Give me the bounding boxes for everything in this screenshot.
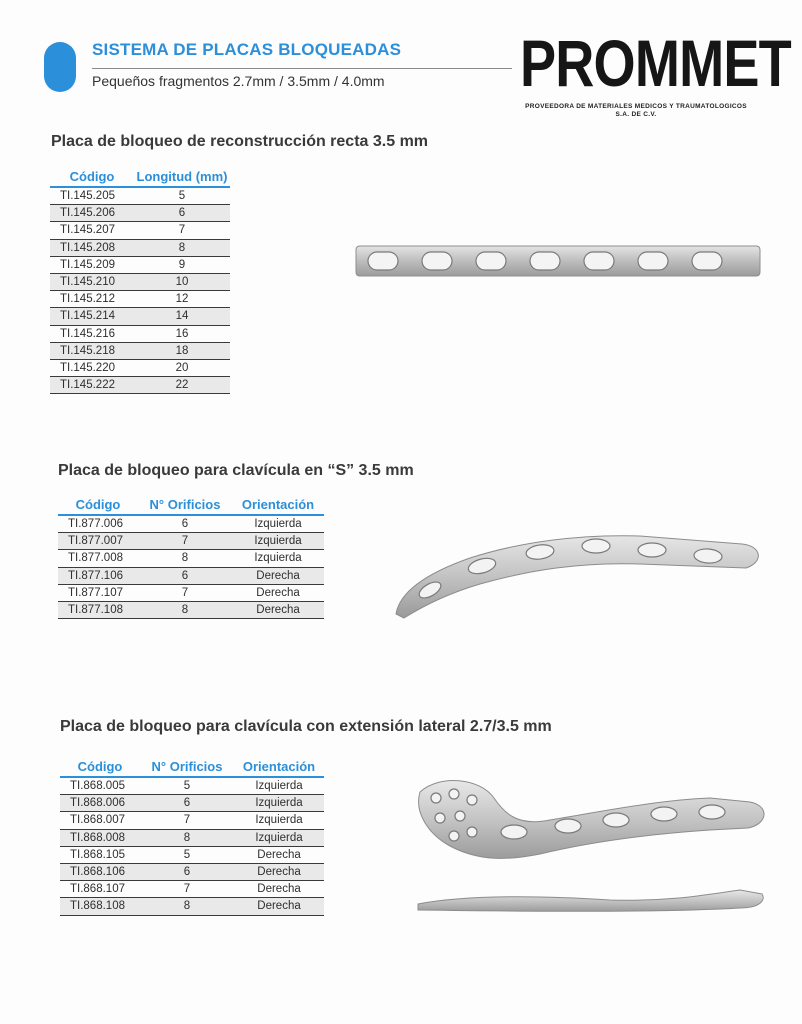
holes-cell: 8 <box>140 829 234 846</box>
length-cell: 5 <box>134 187 230 205</box>
orientation-cell: Izquierda <box>234 812 324 829</box>
holes-cell: 6 <box>140 863 234 880</box>
holes-cell: 7 <box>140 881 234 898</box>
section-title-reconstruction: Placa de bloqueo de reconstrucción recta 3.5 mm <box>51 133 429 150</box>
brand-tagline-line1: PROVEEDORA DE MATERIALES MEDICOS Y TRAUMATOLOGICOS <box>525 103 747 110</box>
header-divider <box>92 68 512 69</box>
product-code-cell: TI.877.006 <box>58 515 138 533</box>
table-row <box>50 222 230 239</box>
table-row <box>60 898 324 915</box>
product-code-cell: TI.145.210 <box>50 273 134 290</box>
length-cell: 18 <box>134 342 230 359</box>
lateral-plate-side-view <box>418 890 763 911</box>
column-header-orientation: Orientación <box>234 759 324 777</box>
header-title: SISTEMA DE PLACAS BLOQUEADAS <box>92 40 402 59</box>
table-row <box>60 829 324 846</box>
table-row <box>58 601 324 618</box>
product-code-cell: TI.877.007 <box>58 533 138 550</box>
holes-cell: 6 <box>138 515 232 533</box>
straight-reconstruction-plate-image <box>354 240 762 282</box>
product-code-cell: TI.145.220 <box>50 359 134 376</box>
table-row <box>58 567 324 584</box>
table-row <box>60 812 324 829</box>
orientation-cell: Derecha <box>234 898 324 915</box>
holes-cell: 7 <box>138 584 232 601</box>
table-row <box>50 205 230 222</box>
table-row <box>50 325 230 342</box>
length-cell: 14 <box>134 308 230 325</box>
table-row <box>60 863 324 880</box>
table-row <box>50 342 230 359</box>
table-row <box>58 550 324 567</box>
table-row <box>58 515 324 533</box>
orientation-cell: Izquierda <box>232 533 324 550</box>
orientation-cell: Derecha <box>234 863 324 880</box>
product-code-cell: TI.877.106 <box>58 567 138 584</box>
column-header-holes: N° Orificios <box>138 497 232 515</box>
table-row <box>50 291 230 308</box>
orientation-cell: Derecha <box>234 846 324 863</box>
table-row <box>60 777 324 795</box>
length-cell: 6 <box>134 205 230 222</box>
product-code-cell: TI.868.005 <box>60 777 140 795</box>
table-row <box>50 308 230 325</box>
orientation-cell: Derecha <box>232 584 324 601</box>
s-clavicle-plate-image <box>390 528 764 622</box>
holes-cell: 8 <box>138 601 232 618</box>
table-row <box>60 795 324 812</box>
table-row <box>50 359 230 376</box>
table-row <box>50 256 230 273</box>
table-reconstruction <box>50 169 230 394</box>
table-header-row <box>58 497 324 515</box>
section-title-s-clavicle: Placa de bloqueo para clavícula en “S” 3.5 mm <box>58 462 414 479</box>
orientation-cell: Izquierda <box>234 829 324 846</box>
column-header-orientation: Orientación <box>232 497 324 515</box>
column-header-code: Código <box>60 759 140 777</box>
product-code-cell: TI.145.205 <box>50 187 134 205</box>
header-subtitle: Pequeños fragmentos 2.7mm / 3.5mm / 4.0mm <box>92 73 385 89</box>
table-row <box>50 273 230 290</box>
table-row <box>50 377 230 394</box>
length-cell: 12 <box>134 291 230 308</box>
product-code-cell: TI.145.214 <box>50 308 134 325</box>
table-lateral-clavicle <box>60 759 324 916</box>
orientation-cell: Derecha <box>234 881 324 898</box>
length-cell: 9 <box>134 256 230 273</box>
product-code-cell: TI.868.106 <box>60 863 140 880</box>
product-code-cell: TI.868.008 <box>60 829 140 846</box>
holes-cell: 7 <box>138 533 232 550</box>
brand-tagline <box>520 103 752 119</box>
table-header-row <box>50 169 230 187</box>
table-row <box>50 187 230 205</box>
column-header-length: Longitud (mm) <box>134 169 230 187</box>
section-title-lateral-clavicle: Placa de bloqueo para clavícula con extensión lateral 2.7/3.5 mm <box>60 718 552 735</box>
holes-cell: 8 <box>138 550 232 567</box>
length-cell: 16 <box>134 325 230 342</box>
orientation-cell: Izquierda <box>234 777 324 795</box>
table-row <box>58 584 324 601</box>
product-code-cell: TI.145.207 <box>50 222 134 239</box>
product-code-cell: TI.868.105 <box>60 846 140 863</box>
product-code-cell: TI.145.218 <box>50 342 134 359</box>
brand-tagline-line2: S.A. DE C.V. <box>615 111 657 118</box>
holes-cell: 6 <box>138 567 232 584</box>
table-row <box>58 533 324 550</box>
length-cell: 10 <box>134 273 230 290</box>
column-header-code: Código <box>50 169 134 187</box>
product-code-cell: TI.145.209 <box>50 256 134 273</box>
product-code-cell: TI.877.108 <box>58 601 138 618</box>
product-code-cell: TI.145.212 <box>50 291 134 308</box>
column-header-code: Código <box>58 497 138 515</box>
holes-cell: 5 <box>140 777 234 795</box>
holes-cell: 8 <box>140 898 234 915</box>
orientation-cell: Derecha <box>232 567 324 584</box>
orientation-cell: Izquierda <box>234 795 324 812</box>
product-code-cell: TI.868.007 <box>60 812 140 829</box>
holes-cell: 5 <box>140 846 234 863</box>
holes-cell: 6 <box>140 795 234 812</box>
holes-cell: 7 <box>140 812 234 829</box>
orientation-cell: Izquierda <box>232 550 324 567</box>
brand-logo: PROMMET <box>520 26 791 100</box>
column-header-holes: N° Orificios <box>140 759 234 777</box>
orientation-cell: Derecha <box>232 601 324 618</box>
length-cell: 8 <box>134 239 230 256</box>
table-row <box>60 881 324 898</box>
length-cell: 22 <box>134 377 230 394</box>
lateral-clavicle-plate-image <box>410 776 768 918</box>
product-code-cell: TI.145.206 <box>50 205 134 222</box>
table-row <box>60 846 324 863</box>
product-code-cell: TI.145.208 <box>50 239 134 256</box>
product-code-cell: TI.145.216 <box>50 325 134 342</box>
product-code-cell: TI.145.222 <box>50 377 134 394</box>
table-row <box>50 239 230 256</box>
product-code-cell: TI.868.107 <box>60 881 140 898</box>
orientation-cell: Izquierda <box>232 515 324 533</box>
length-cell: 20 <box>134 359 230 376</box>
product-code-cell: TI.868.006 <box>60 795 140 812</box>
header-accent-pill <box>44 42 76 92</box>
product-code-cell: TI.877.107 <box>58 584 138 601</box>
table-s-clavicle <box>58 497 324 619</box>
length-cell: 7 <box>134 222 230 239</box>
table-header-row <box>60 759 324 777</box>
product-code-cell: TI.868.108 <box>60 898 140 915</box>
product-code-cell: TI.877.008 <box>58 550 138 567</box>
